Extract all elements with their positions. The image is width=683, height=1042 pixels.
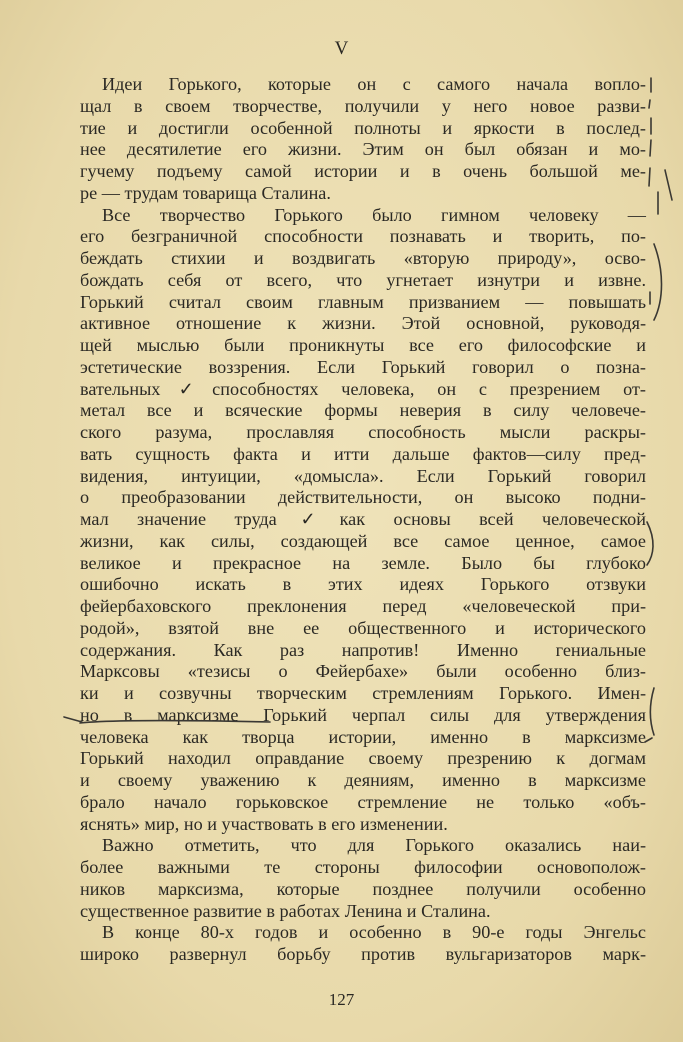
margin-mark-line [649, 78, 651, 186]
text-line: Важно отметить, что для Горького оказались наи- [102, 835, 646, 856]
text-line: бождать себя от всего, что угнетает изнутри и извне. [80, 269, 646, 290]
text-line: жизни, как силы, создающей все самое ценное, самое [80, 530, 646, 551]
text-line: ников марксизма, которые позднее получили особенно [80, 878, 646, 899]
text-line: щал в своем творчестве, получили у него новое разви- [80, 95, 646, 116]
text-line: Идеи Горького, которые он с самого начала вопло- [102, 74, 646, 94]
page-number: 127 [328, 990, 355, 1009]
text-line: человека как творца истории, именно в марксизме [80, 726, 646, 747]
text-line: щей мыслью были проникнуты все его философские и [80, 335, 646, 355]
margin-mark-line [645, 738, 652, 742]
text-line: беждать стихии и воздвигать «вторую природу», осво- [80, 248, 646, 268]
text-line: Все творчество Горького было гимном человеку — [102, 204, 646, 225]
text-line: Марксовы «тезисы о Фейербахе» были особенно близ- [80, 661, 646, 682]
text-line: о преобразовании действительности, он высоко подни- [80, 487, 646, 508]
text-line: Горький считал своим главным призванием — повышать [80, 291, 646, 312]
text-line: родой», взятой вне ее общественного и исторического [80, 617, 646, 638]
margin-mark-bracket [654, 244, 662, 320]
text-line: эстетические воззрения. Если Горький говорил о позна- [80, 356, 646, 377]
text-line: тие и достигли особенной полноты и яркости в послед- [80, 117, 646, 138]
text-line: активное отношение к жизни. Этой основной, руководя- [80, 313, 646, 334]
margin-mark-line [665, 170, 672, 200]
margin-mark-bracket [647, 522, 653, 565]
text-line: ки и созвучны творческим стремлениям Горького. Имен- [80, 683, 646, 703]
text-line: фейербаховского преклонения перед «человеческой при- [80, 596, 646, 616]
text-line: нее десятилетие его жизни. Этим он был обязан и мо- [80, 139, 646, 160]
text-line: содержания. Как раз напротив! Именно гениальные [80, 639, 646, 660]
text-line: ошибочно искать в этих идеях Горького отзвуки [80, 574, 646, 595]
text-line: гучему подъему самой истории и в очень большой ме- [80, 161, 646, 181]
text-line: широко развернул борьбу против вульгаризаторов марк- [80, 944, 646, 964]
text-line: ского разума, прославляя способность мысли раскры- [80, 422, 646, 442]
text-line: его безграничной способности познавать и творить, по- [80, 226, 646, 247]
text-line: и своему уважению к деяниям, именно в марксизме [80, 770, 646, 790]
text-line: Горький находил оправдание своему презрению к догмам [80, 748, 646, 769]
text-line: В конце 80-х годов и особенно в 90-е годы Энгельс [102, 922, 646, 943]
text-line: яснять» мир, но и участвовать в его изменении. [80, 813, 448, 834]
text-line: великое и прекрасное на земле. Было бы глубоко [80, 552, 646, 573]
text-line: более важными те стороны философии основополож- [80, 857, 646, 877]
margin-mark-bracket [650, 688, 654, 735]
text-line: вать сущность факта и итти дальше фактов—силу пред- [80, 443, 646, 464]
underline-mark [80, 721, 270, 723]
text-line: мал значение труда✓как основы всей человеческой [80, 509, 646, 529]
text-line: метал все и всяческие формы неверия в силу человече- [80, 400, 646, 421]
text-line: вательных✓способностях человека, он с презрением от- [80, 378, 646, 399]
margin-mark-line [64, 717, 82, 722]
text-line: ре — трудам товарища Сталина. [80, 182, 331, 203]
text-line: существенное развитие в работах Ленина и Сталина. [80, 900, 491, 921]
section-heading: V [334, 38, 349, 59]
text-line: видения, интуиции, «домысла». Если Горький говорил [80, 465, 646, 486]
text-line: но в марксизме Горький черпал силы для утверждения [80, 704, 646, 725]
text-line: брало начало горьковское стремление не только «объ- [80, 791, 646, 812]
